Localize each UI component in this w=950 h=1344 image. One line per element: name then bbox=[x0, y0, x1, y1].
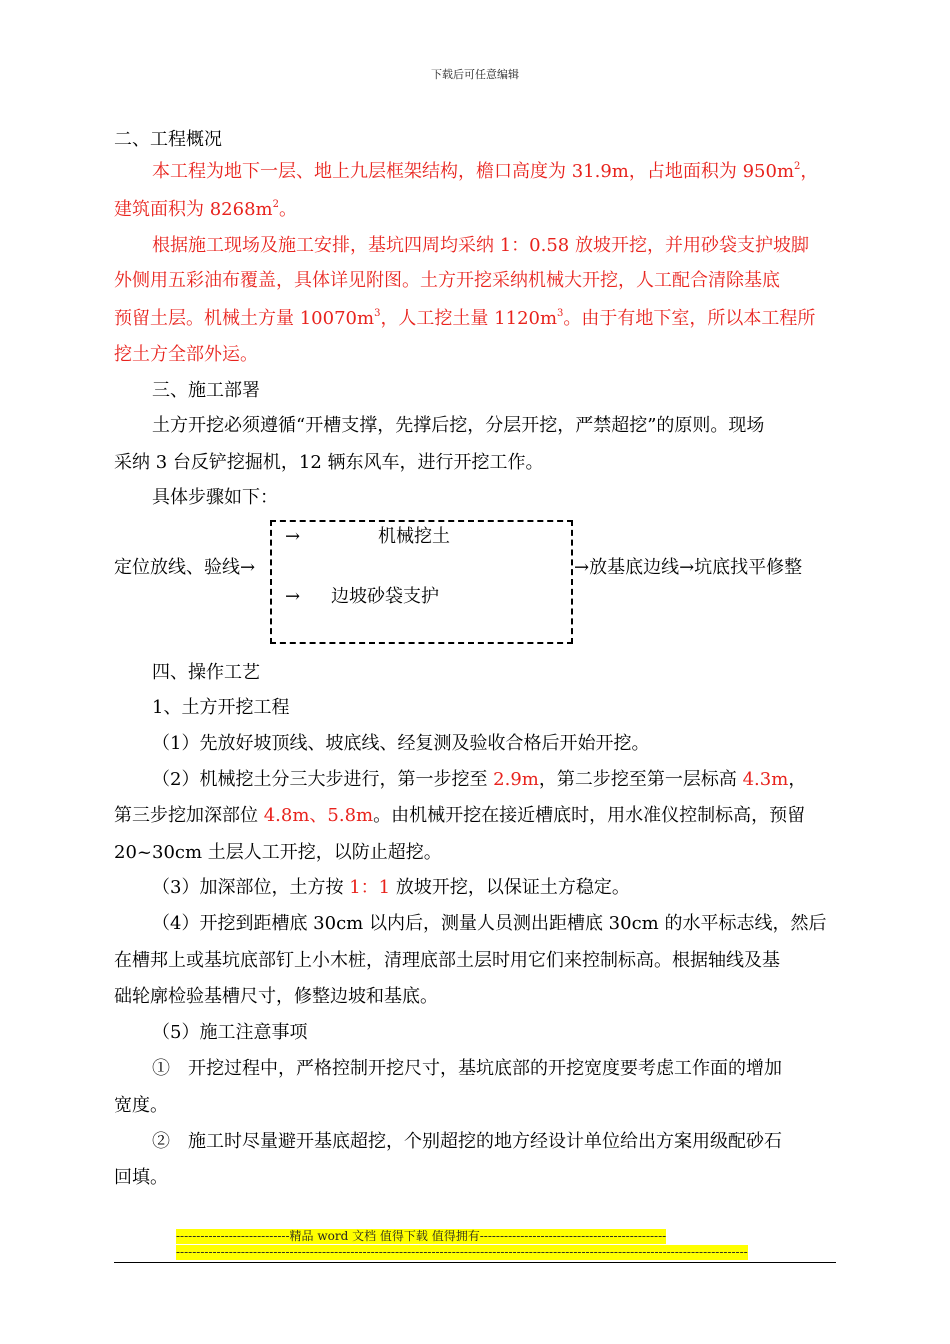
process-item-2-line-1: （2）机械挖土分三大步进行，第一步挖至 2.9m，第二步挖至第一层标高 4.3m， bbox=[152, 769, 807, 790]
process-item-4-line-2: 在槽邦上或基坑底部钉上小木桩，清理底部土层时用它们来控制标高。根据轴线及基 bbox=[114, 950, 780, 971]
deploy-para-line-1: 土方开挖必须遵循“开槽支撑，先撑后挖，分层开挖，严禁超挖”的原则。现场 bbox=[152, 415, 765, 436]
steps-intro: 具体步骤如下： bbox=[152, 487, 278, 508]
section-title-overview: 二、工程概况 bbox=[114, 129, 222, 150]
process-item-4-line-3: 础轮廓检验基槽尺寸，修整边坡和基底。 bbox=[114, 986, 438, 1007]
flow-left-step: 定位放线、验线→ bbox=[114, 557, 256, 578]
overview-para-2-line-2: 外侧用五彩油布覆盖，具体详见附图。土方开挖采纳机械大开挖，人工配合清除基底 bbox=[114, 270, 780, 291]
section-title-deploy: 三、施工部署 bbox=[152, 380, 260, 401]
process-item-5: （5）施工注意事项 bbox=[152, 1022, 308, 1043]
footer-banner-line-2: --------------------------------------------------------------------------------------------------------------------------------------------- bbox=[176, 1245, 748, 1259]
flow-arrow-2: → bbox=[285, 586, 301, 607]
process-item-4-line-1: （4）开挖到距槽底 30cm 以内后，测量人员测出距槽底 30cm 的水平标志线，然后 bbox=[152, 913, 827, 934]
overview-para-2-line-4: 挖土方全部外运。 bbox=[114, 344, 258, 365]
caution-note-1-line-1: ① 开挖过程中，严格控制开挖尺寸，基坑底部的开挖宽度要考虑工作面的增加 bbox=[152, 1058, 782, 1079]
caution-note-2-line-1: ② 施工时尽量避开基底超挖，个别超挖的地方经设计单位给出方案用级配砂石 bbox=[152, 1131, 782, 1152]
deploy-para-line-2: 采纳 3 台反铲挖掘机，12 辆东风车，进行开挖工作。 bbox=[114, 452, 544, 473]
process-item-3: （3）加深部位，土方按 1：1 放坡开挖，以保证土方稳定。 bbox=[152, 877, 630, 898]
caution-note-1-line-2: 宽度。 bbox=[114, 1095, 168, 1116]
overview-para-2-line-3: 预留土层。机械土方量 $10070m^3$，人工挖土量 $1120m^3$。由于有地下室，所以本工程所 bbox=[114, 308, 816, 329]
process-item-1: （1）先放好坡顶线、坡底线、经复测及验收合格后开始开挖。 bbox=[152, 733, 650, 754]
process-item-2-line-3: 20~30cm 土层人工开挖，以防止超挖。 bbox=[114, 842, 442, 863]
footer-rule bbox=[114, 1262, 836, 1263]
flow-arrow-1: → bbox=[285, 526, 301, 547]
flow-step-sandbag-support: 边坡砂袋支护 bbox=[331, 586, 439, 607]
process-item-2-line-2: 第三步挖加深部位 4.8m、5.8m。由机械开挖在接近槽底时，用水准仪控制标高，预留 bbox=[114, 805, 806, 826]
flow-step-excavation: 机械挖土 bbox=[378, 526, 450, 547]
flow-right-steps: →放基底边线→坑底找平修整 bbox=[574, 557, 803, 578]
page-header-note: 下载后可任意编辑 bbox=[431, 68, 519, 81]
subsection-title-earthwork: 1、土方开挖工程 bbox=[152, 697, 290, 718]
footer-banner-line-1: ----------------------------精品 word 文档 值得下载 值得拥有---------------------------------------------- bbox=[176, 1229, 667, 1243]
section-title-process: 四、操作工艺 bbox=[152, 662, 260, 683]
overview-para-2-line-1: 根据施工现场及施工安排，基坑四周均采纳 1：0.58 放坡开挖，并用砂袋支护坡脚 bbox=[152, 235, 809, 256]
overview-para-1-line-1: 本工程为地下一层、地上九层框架结构，檐口高度为 31.9m，占地面积为 $950m^2$， bbox=[152, 161, 819, 182]
caution-note-2-line-2: 回填。 bbox=[114, 1167, 168, 1188]
overview-para-1-line-2: 建筑面积为 $8268m^2$。 bbox=[114, 199, 297, 220]
